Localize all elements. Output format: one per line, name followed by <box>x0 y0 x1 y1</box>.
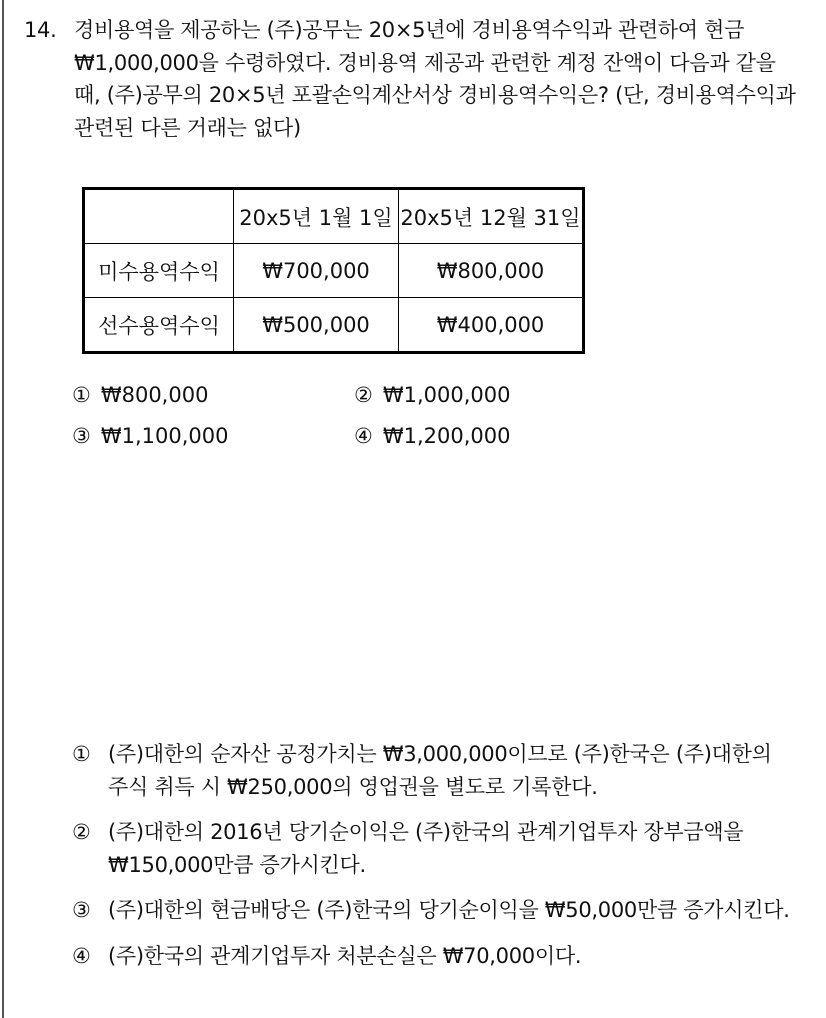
choice-marker: ③ <box>72 898 91 922</box>
choice-3[interactable] <box>72 894 792 927</box>
table-cell: ₩500,000 <box>234 298 399 353</box>
option-marker: ② <box>354 383 373 407</box>
option-2[interactable] <box>354 383 510 407</box>
option-marker: ① <box>72 383 91 407</box>
option-text: ₩1,100,000 <box>100 424 229 448</box>
choice-marker: ① <box>72 742 91 766</box>
choice-4[interactable] <box>72 940 792 973</box>
table-header-cell: 20x5년 12월 31일 <box>399 189 584 244</box>
table-cell: ₩700,000 <box>234 244 399 298</box>
option-text: ₩800,000 <box>100 383 209 407</box>
next-question-choices <box>72 738 792 985</box>
choice-text: (주)한국의 관계기업투자 처분손실은 ₩70,000이다. <box>108 943 582 968</box>
table-row-label: 선수용역수익 <box>84 298 234 353</box>
table-row <box>84 298 584 353</box>
question-14 <box>24 14 804 144</box>
table-row-label: 미수용역수익 <box>84 244 234 298</box>
table-cell: ₩400,000 <box>399 298 584 353</box>
option-text: ₩1,000,000 <box>382 383 511 407</box>
option-text: ₩1,200,000 <box>382 424 511 448</box>
option-3[interactable] <box>72 424 228 448</box>
question-number: 14. <box>24 18 57 42</box>
choice-1[interactable] <box>72 738 792 803</box>
option-marker: ③ <box>72 424 91 448</box>
table-cell: ₩800,000 <box>399 244 584 298</box>
table-row <box>84 244 584 298</box>
table-header-row <box>84 189 584 244</box>
choice-text: (주)대한의 현금배당은 (주)한국의 당기순이익을 ₩50,000만큼 증가시킨다. <box>108 898 790 922</box>
option-4[interactable] <box>354 424 510 448</box>
choice-marker: ④ <box>72 943 91 968</box>
option-1[interactable] <box>72 383 208 407</box>
choice-text: (주)대한의 순자산 공정가치는 ₩3,000,000이므로 (주)한국은 (주)대한의 주식 취득 시 ₩250,000의 영업권을 별도로 기록한다. <box>108 742 772 799</box>
question-stem: 경비용역을 제공하는 (주)공무는 20×5년에 경비용역수익과 관련하여 현금 ₩1,000,000을 수령하였다. 경비용역 제공과 관련한 계정 잔액이 다음과 같을 때, (주)공무의 20×5년 포괄손익계산서상 경비용역수익은? (단, 경비용역수익과 관련된 다른 거래는 없다) <box>74 18 796 140</box>
page-left-border <box>2 0 4 1018</box>
choice-text: (주)대한의 2016년 당기순이익은 (주)한국의 관계기업투자 장부금액을 ₩150,000만큼 증가시킨다. <box>108 820 744 877</box>
option-marker: ④ <box>354 424 373 448</box>
table-header-cell: 20x5년 1월 1일 <box>234 189 399 244</box>
table-header-cell <box>84 189 234 244</box>
choice-2[interactable] <box>72 816 792 881</box>
account-balance-table <box>82 187 585 354</box>
choice-marker: ② <box>72 820 91 844</box>
